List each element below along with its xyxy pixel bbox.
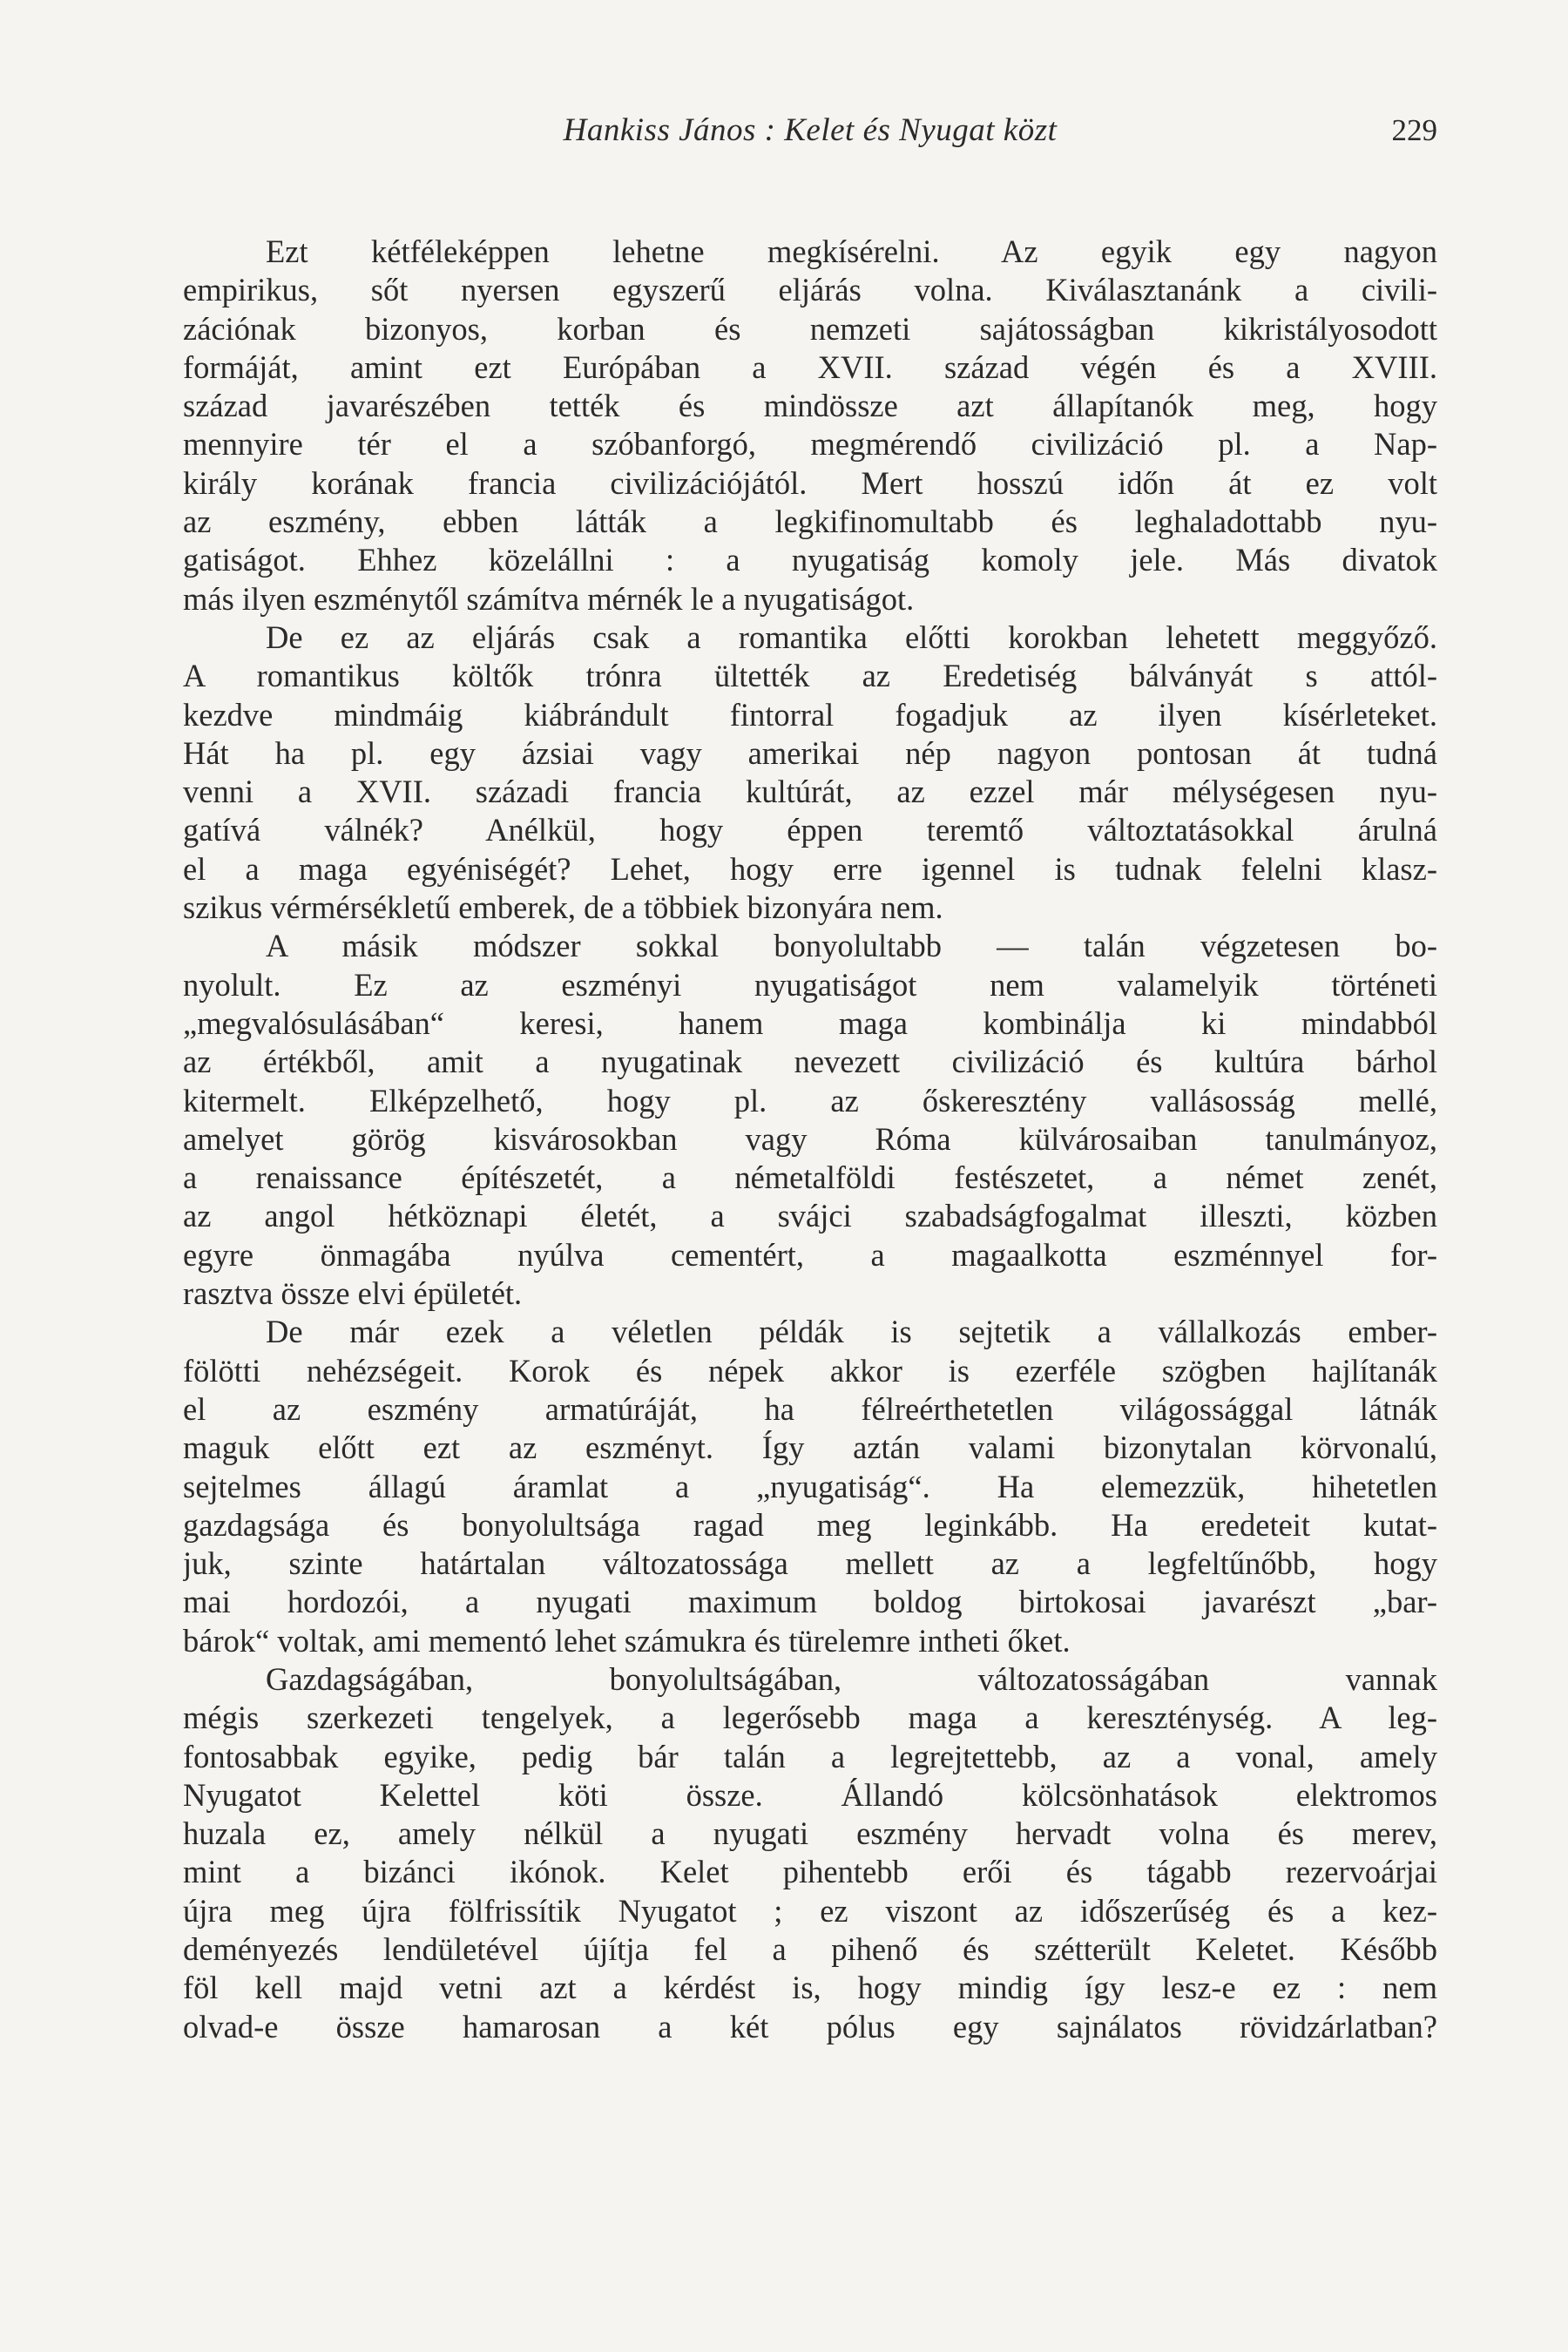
text-line: az értékből, amit a nyugatinak nevezett civilizáció és kultúra bárhol — [183, 1044, 1437, 1080]
text-line: A másik módszer sokkal bonyolultabb — talán végzetesen bo- — [266, 928, 1437, 964]
text-line: újra meg újra fölfrissítik Nyugatot ; ez viszont az időszerűség és a kez- — [183, 1892, 1437, 1929]
text-line: el az eszmény armatúráját, ha félreérthetetlen világossággal látnák — [183, 1390, 1437, 1427]
text-line: mégis szerkezeti tengelyek, a legerősebb maga a kereszténység. A leg- — [183, 1700, 1437, 1736]
text-line: el a maga egyéniségét? Lehet, hogy erre igennel is tudnak felelni klasz- — [183, 850, 1437, 887]
text-line: század javarészében tették és mindössze azt állapítanók meg, hogy — [183, 388, 1437, 424]
text-line: Nyugatot Kelettel köti össze. Állandó kölcsönhatások elektromos — [183, 1776, 1437, 1813]
text-line: király korának francia civilizációjától. Mert hosszú időn át ez volt — [183, 464, 1437, 501]
text-line: De már ezek a véletlen példák is sejtetik a vállalkozás ember- — [266, 1314, 1437, 1350]
text-line: amelyet görög kisvárosokban vagy Róma külvárosaiban tanulmányoz, — [183, 1120, 1437, 1157]
text-line: föl kell majd vetni azt a kérdést is, hogy mindig így lesz-e ez : nem — [183, 1970, 1437, 2006]
text-line: sejtelmes állagú áramlat a „nyugatiság“. Ha elemezzük, hihetetlen — [183, 1468, 1437, 1504]
text-line: olvad-e össze hamarosan a két pólus egy sajnálatos rövidzárlatban? — [183, 2008, 1437, 2044]
body-text — [183, 233, 1437, 2046]
text-line: fontosabbak egyike, pedig bár talán a legrejtettebb, az a vonal, amely — [183, 1738, 1437, 1774]
text-line: venni a XVII. századi francia kultúrát, az ezzel már mélységesen nyu- — [183, 774, 1437, 810]
text-line: nyolult. Ez az eszményi nyugatiságot nem valamelyik történeti — [183, 966, 1437, 1003]
text-line: mennyire tér el a szóbanforgó, megmérendő civilizáció pl. a Nap- — [183, 426, 1437, 463]
text-line: bárok“ voltak, ami mementó lehet számukra és türelemre intheti őket. — [183, 1622, 1071, 1659]
text-line: egyre önmagába nyúlva cementért, a magaalkotta eszménnyel for- — [183, 1236, 1437, 1273]
text-line: az angol hétköznapi életét, a svájci szabadságfogalmat illeszti, közben — [183, 1198, 1437, 1234]
text-line: maguk előtt ezt az eszményt. Így aztán valami bizonytalan körvonalú, — [183, 1429, 1437, 1466]
text-line: zációnak bizonyos, korban és nemzeti sajátosságban kikristályosodott — [183, 310, 1437, 347]
text-line: A romantikus költők trónra ültették az Eredetiség bálványát s attól- — [183, 658, 1437, 694]
text-line: szikus vérmérsékletű emberek, de a többiek bizonyára nem. — [183, 889, 943, 926]
text-line: gatiságot. Ehhez közelállni : a nyugatiság komoly jele. Más divatok — [183, 542, 1437, 578]
text-line: empirikus, sőt nyersen egyszerű eljárás volna. Kiválasztanánk a civili- — [183, 272, 1437, 308]
running-head: Hankiss János : Kelet és Nyugat közt — [563, 112, 1058, 148]
text-line: juk, szinte határtalan változatossága mellett az a legfeltűnőbb, hogy — [183, 1545, 1437, 1582]
text-line: kezdve mindmáig kiábrándult fintorral fogadjuk az ilyen kísérleteket. — [183, 696, 1437, 733]
text-line: mai hordozói, a nyugati maximum boldog birtokosai javarészt „bar- — [183, 1584, 1437, 1620]
text-line: deményezés lendületével újítja fel a pihenő és szétterült Keletet. Később — [183, 1931, 1437, 1968]
text-line: gazdagsága és bonyolultsága ragad meg leginkább. Ha eredeteit kutat- — [183, 1506, 1437, 1543]
text-line: gatívá válnék? Anélkül, hogy éppen teremtő változtatásokkal árulná — [183, 812, 1437, 848]
text-line: Hát ha pl. egy ázsiai vagy amerikai nép nagyon pontosan át tudná — [183, 734, 1437, 771]
text-line: fölötti nehézségeit. Korok és népek akkor is ezerféle szögben hajlítanák — [183, 1352, 1437, 1389]
text-line: más ilyen eszménytől számítva mérnék le a nyugatiságot. — [183, 580, 915, 617]
text-line: Gazdagságában, bonyolultságában, változatosságában vannak — [266, 1660, 1437, 1697]
text-line: huzala ez, amely nélkül a nyugati eszmény hervadt volna és merev, — [183, 1815, 1437, 1852]
text-line: Ezt kétféleképpen lehetne megkísérelni. Az egyik egy nagyon — [266, 233, 1437, 269]
text-line: az eszmény, ebben látták a legkifinomultabb és leghaladottabb nyu- — [183, 504, 1437, 540]
page-number: 229 — [1391, 113, 1437, 147]
text-line: mint a bizánci ikónok. Kelet pihentebb erői és tágabb rezervoárjai — [183, 1854, 1437, 1890]
text-line: a renaissance építészetét, a németalföldi festészetet, a német zenét, — [183, 1159, 1437, 1196]
text-line: kitermelt. Elképzelhető, hogy pl. az őskeresztény vallásosság mellé, — [183, 1082, 1437, 1119]
text-line: rasztva össze elvi épületét. — [183, 1275, 523, 1312]
page-header — [183, 112, 1437, 155]
text-line: formáját, amint ezt Európában a XVII. század végén és a XVIII. — [183, 348, 1437, 385]
text-line: „megvalósulásában“ keresi, hanem maga kombinálja ki mindabból — [183, 1004, 1437, 1041]
text-line: De ez az eljárás csak a romantika előtti korokban lehetett meggyőző. — [266, 618, 1437, 655]
